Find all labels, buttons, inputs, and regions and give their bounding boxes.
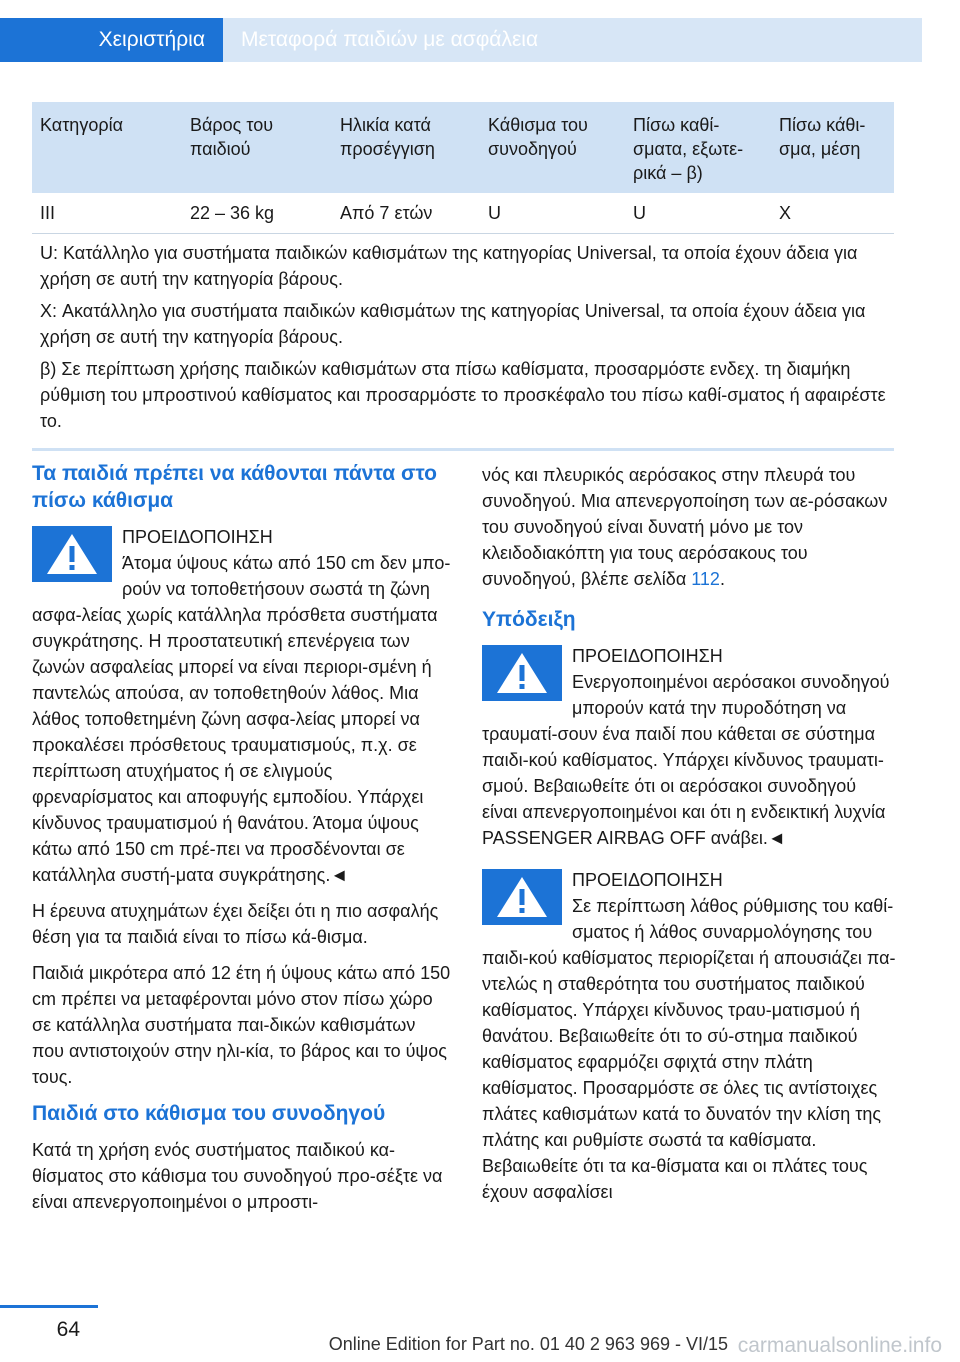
heading-passenger-seat: Παιδιά στο κάθισμα του συνοδηγού (32, 1102, 386, 1125)
table-notes (32, 234, 894, 451)
warning-title: ΠΡΟΕΙΔΟΠΟΙΗΣΗ (572, 646, 723, 666)
cell-passenger: U (488, 202, 501, 223)
cell-category: III (40, 202, 56, 223)
left-column (32, 460, 452, 1225)
warning-body: Ενεργοποιημένοι αερόσακοι συνοδηγού μπορούν κατά την πυροδότηση να τραυματί-σουν ένα παιδί που κάθεται σε σύστημα παιδι-κού καθίσματος. Υπάρχει κίνδυνος τραυματι-σμού. Βεβαιωθείτε ότι οι αερόσακοι συνοδηγού είναι απενεργοποιημένοι και ότι η ενδεικτική λυχνία PASSENGER AIRBAG OFF ανάβει.◄ (482, 672, 890, 848)
edition-note: Online Edition for Part no. 01 40 2 963 969 - VI/15 (328, 1334, 728, 1354)
page-number: 64 (56, 1318, 80, 1341)
warning-triangle-icon (482, 869, 562, 925)
paragraph: Κατά τη χρήση ενός συστήματος παιδικού κα-θίσματος στο κάθισμα του συνοδηγού προ-σέξτε να είναι απενεργοποιημένοι ο μπροστι- (32, 1140, 443, 1212)
child-seat-table (32, 102, 894, 451)
header-approx-age: Ηλικία κατά προσέγγιση (340, 115, 435, 159)
warning-title: ΠΡΟΕΙΔΟΠΟΙΗΣΗ (572, 870, 723, 890)
paragraph (482, 462, 896, 592)
warning-triangle-icon (32, 526, 112, 582)
heading-note: Υπόδειξη (482, 608, 576, 631)
warning-triangle-icon (482, 645, 562, 701)
header-passenger-seat: Κάθισμα του συνοδηγού (488, 115, 588, 159)
paragraph-text: νός και πλευρικός αερόσακος στην πλευρά του συνοδηγού. Μια απενεργοποίηση των αε-ρόσακων του συνοδηγού είναι δυνατή μόνο με τον κλειδοδιακόπτη για τους αερόσακους του συνοδηγού, βλέπε σελίδα (482, 465, 888, 589)
header-rear-middle-seat: Πίσω κάθι-σμα, μέση (779, 115, 866, 159)
cell-rear-outer: U (633, 202, 646, 223)
header-category: Κατηγορία (40, 115, 123, 135)
warning-block (482, 643, 896, 851)
cell-age: Από 7 ετών (340, 202, 433, 223)
heading-rear-seat: Τα παιδιά πρέπει να κάθονται πάντα στο πίσω κάθισμα (32, 462, 437, 512)
warning-title: ΠΡΟΕΙΔΟΠΟΙΗΣΗ (122, 527, 273, 547)
note-u: U: Κατάλληλο για συστήματα παιδικών καθισμάτων της κατηγορίας Universal, τα οποία έχουν άδεια για χρήση σε αυτή την κατηγορία βάρους. (40, 243, 858, 289)
header-rear-outer-seats: Πίσω καθί-σματα, εξωτε-ρικά – β) (633, 115, 744, 183)
footer-rule (0, 1305, 98, 1308)
warning-block (32, 524, 452, 888)
paragraph: Παιδιά μικρότερα από 12 έτη ή ύψους κάτω από 150 cm πρέπει να μεταφέρονται μόνο στον πίσω χώρο σε κατάλληλα συστήματα παι-δικών καθισμάτων που αντιστοιχούν στην ηλι-κία, το βάρος και το ύψος τους. (32, 963, 451, 1087)
tab-child-safety[interactable]: Μεταφορά παιδιών με ασφάλεια (241, 28, 539, 51)
watermark: carmanualsonline.info (737, 1334, 942, 1357)
table-row (32, 193, 894, 234)
page-link[interactable]: 112 (691, 569, 720, 589)
page-header (0, 0, 960, 62)
warning-body: Άτομα ύψους κάτω από 150 cm δεν μπο-ρούν να τοποθετήσουν σωστά τη ζώνη ασφα-λείας χωρίς κατάλληλα πρόσθετα συστήματα συγκράτησης. Η προστατευτική επενέργεια των ζωνών ασφαλείας μπορεί να είναι περιορι-σμένη ή παντελώς απούσα, αν τοποθετηθούν λάθος. Μια λάθος τοποθετημένη ζώνη ασφα-λείας μπορεί να προκαλέσει πρόσθετους τραυματισμούς, π.χ. σε περίπτωση ατυχήματος ή σε ελιγμούς φρεναρίσματος και αποφυγής εμποδίου. Υπάρχει κίνδυνος τραυματισμού ή θανάτου. Άτομα ύψους κάτω από 150 cm πρέ-πει να προσδένονται σε κατάλληλα συστή-ματα συγκράτησης.◄ (32, 553, 451, 885)
note-beta: β) Σε περίπτωση χρήσης παιδικών καθισμάτων στα πίσω καθίσματα, προσαρμόστε ενδεχ. τη διαμήκη ρύθμιση του μπροστινού καθίσματος και προσαρμόστε το προσκέφαλο του πίσω καθί-σματος ή αφαιρέστε το. (40, 359, 886, 431)
paragraph-end: . (719, 569, 725, 589)
note-x: X: Ακατάλληλο για συστήματα παιδικών καθισμάτων της κατηγορίας Universal, τα οποία έχουν άδεια για χρήση σε αυτή την κατηγορία βάρους. (40, 301, 866, 347)
paragraph: Η έρευνα ατυχημάτων έχει δείξει ότι η πιο ασφαλής θέση για τα παιδιά είναι το πίσω κά-θισμα. (32, 901, 439, 947)
table-header-row (32, 102, 894, 193)
warning-block (482, 867, 896, 1205)
header-child-weight: Βάρος του παιδιού (190, 115, 274, 159)
cell-weight: 22 – 36 kg (190, 202, 275, 223)
cell-rear-middle: X (779, 202, 792, 223)
right-column (482, 462, 896, 1215)
tab-controls[interactable]: Χειριστήρια (0, 18, 223, 62)
warning-body: Σε περίπτωση λάθος ρύθμισης του καθί-σματος ή λάθος συναρμολόγησης του παιδι-κού καθίσματος περιορίζεται ή απουσιάζει πα-ντελώς η σταθερότητα του συστήματος παιδικού καθίσματος. Υπάρχει κίνδυνος τραυ-ματισμού ή θανάτου. Βεβαιωθείτε ότι το σύ-στημα παιδικού καθίσματος εφαρμόζει σφιχτά στην πλάτη καθίσματος. Προσαρμόστε σε όλες τις αντίστοιχες πλάτες καθισμάτων κατά το δυνατόν την κλίση της πλάτης και ρυθμίστε σωστά τα καθίσματα. Βεβαιωθείτε ότι τα κα-θίσματα και οι πλάτες τους έχουν ασφαλίσει (482, 896, 896, 1202)
